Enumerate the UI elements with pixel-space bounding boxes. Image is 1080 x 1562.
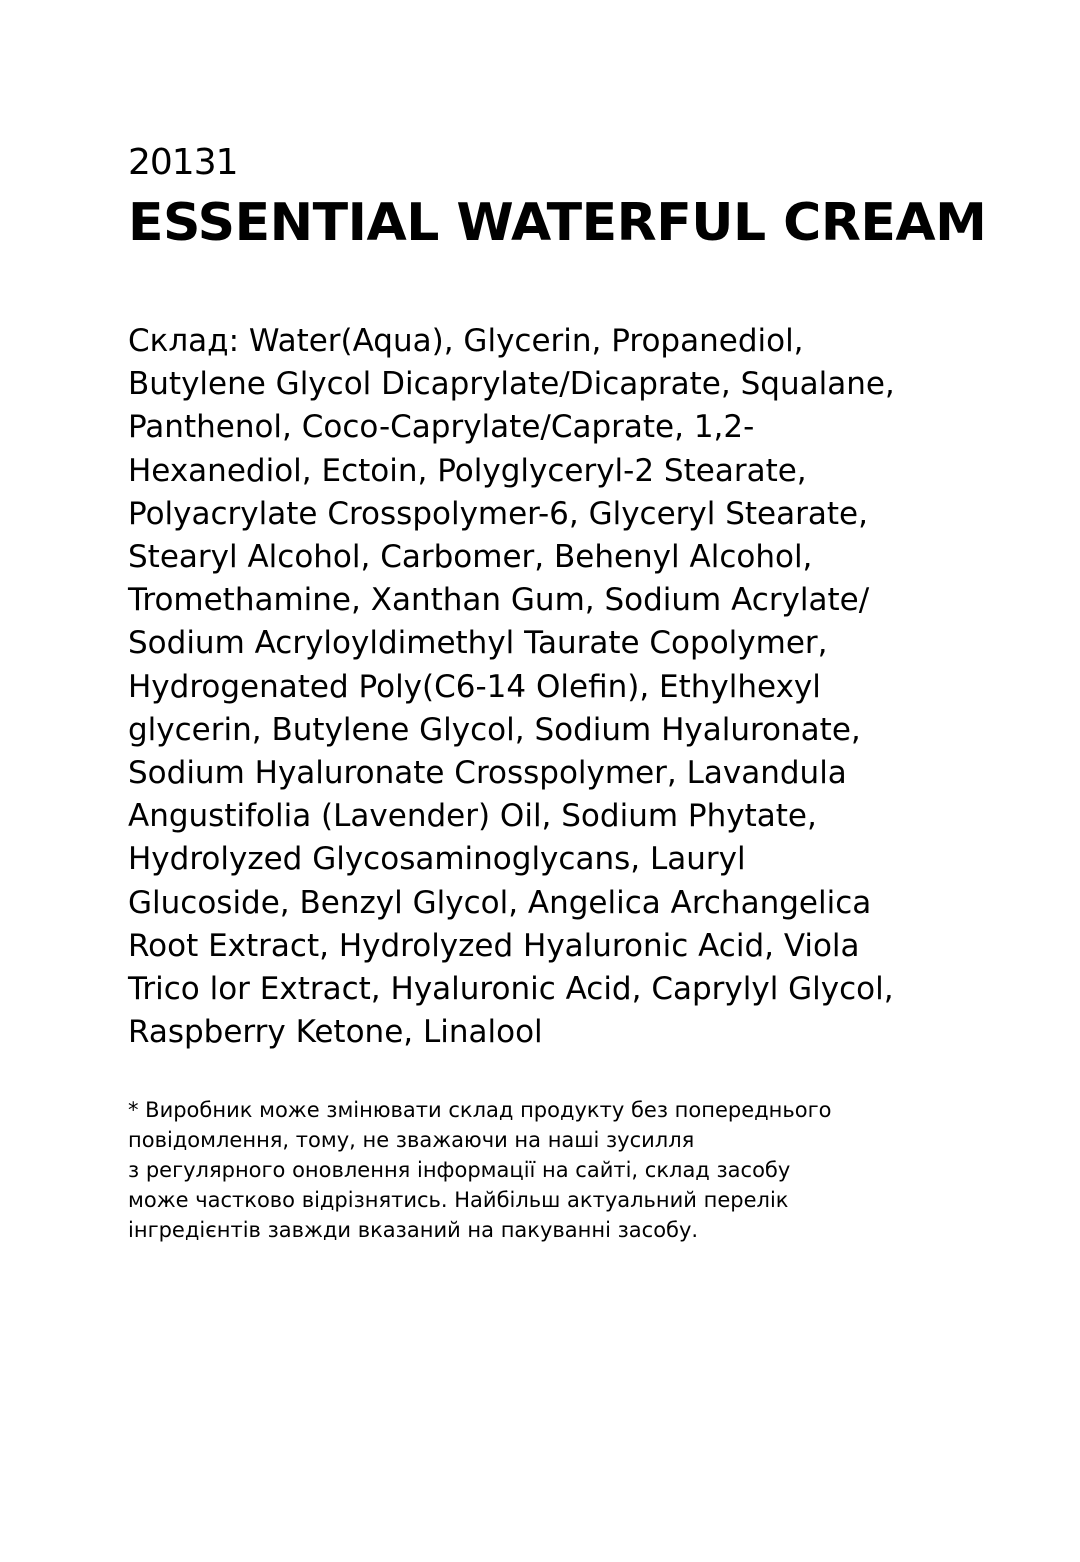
ingredients-line: glycerin, Butylene Glycol, Sodium Hyaluronate, [128,711,861,748]
ingredients-line: Butylene Glycol Dicaprylate/Dicaprate, Squalane, [128,366,895,403]
ingredients-line: Polyacrylate Crosspolymer-6, Glyceryl Stearate, [128,495,868,532]
product-title: ESSENTIAL WATERFUL CREAM [128,193,987,253]
ingredients-line: Hexanediol, Ectoin, Polyglyceryl-2 Stearate, [128,452,807,489]
disclaimer-line: повідомлення, тому, не зважаючи на наші зусилля [128,1128,695,1152]
disclaimer-line: інгредієнтів завжди вказаний на пакуванні засобу. [128,1218,699,1242]
ingredients-line: Angustifolia (Lavender) Oil, Sodium Phytate, [128,798,817,835]
disclaimer-line: з регулярного оновлення інформації на сайті, склад засобу [128,1158,791,1182]
ingredients-line: Sodium Acryloyldimethyl Taurate Copolymer, [128,625,828,662]
ingredients-line: Trico lor Extract, Hyaluronic Acid, Caprylyl Glycol, [128,971,894,1008]
ingredients-line: Raspberry Ketone, Linalool [128,1014,543,1051]
ingredients-line: Склад: Water(Aqua), Glycerin, Propanediol, [128,323,804,359]
ingredients-line: Hydrogenated Poly(C6-14 Olefin), Ethylhexyl [128,668,821,705]
disclaimer-note [128,1095,1008,1245]
ingredients-line: Stearyl Alcohol, Carbomer, Behenyl Alcohol, [128,539,813,576]
ingredients-line: Sodium Hyaluronate Crosspolymer, Lavandula [128,755,847,792]
ingredients-line: Root Extract, Hydrolyzed Hyaluronic Acid, Viola [128,927,860,964]
ingredients-line: Panthenol, Coco-Caprylate/Caprate, 1,2- [128,409,755,446]
disclaimer-line: * Виробник може змінювати склад продукту без попереднього [128,1098,832,1122]
disclaimer-line: може частково відрізнятись. Найбільш актуальний перелік [128,1188,789,1212]
product-code: 20131 [128,142,238,183]
ingredients-line: Hydrolyzed Glycosaminoglycans, Lauryl [128,841,746,878]
ingredients-line: Tromethamine, Xanthan Gum, Sodium Acrylate/ [128,582,870,619]
ingredients-list [128,320,1008,1054]
ingredients-line: Glucoside, Benzyl Glycol, Angelica Archangelica [128,884,872,921]
